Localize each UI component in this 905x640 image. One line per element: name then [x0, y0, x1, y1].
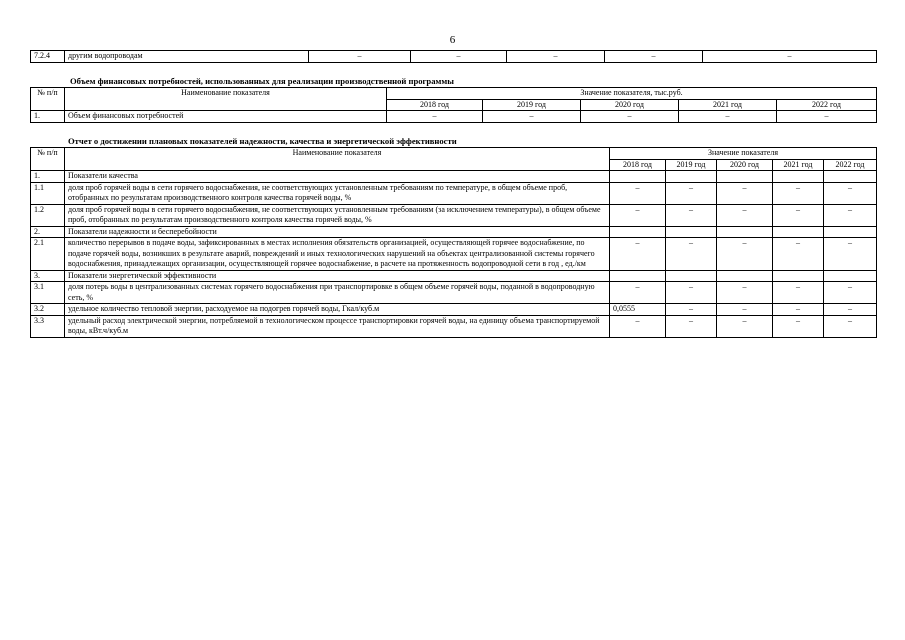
row-number: 3.3 [31, 315, 65, 337]
table-row [31, 51, 877, 63]
value-cell: – [411, 51, 507, 63]
value-cell: – [610, 315, 666, 337]
row-name: удельный расход электрической энергии, потребляемой в технологическом процессе транспортировки горячей воды, на единицу объема транспортируемой воды, кВт.ч/куб.м [65, 315, 610, 337]
value-cell: 0,0555 [610, 304, 666, 316]
value-cell: – [666, 238, 717, 271]
row-number: 3.2 [31, 304, 65, 316]
value-cell: – [773, 182, 824, 204]
column-header-year: 2022 год [777, 99, 877, 111]
table-row [31, 204, 877, 226]
value-cell: – [824, 238, 877, 271]
table-row [31, 182, 877, 204]
column-header-name: Наименование показателя [65, 148, 610, 171]
row-number: 2. [31, 226, 65, 238]
performance-indicators-table [30, 147, 877, 338]
value-cell: – [773, 315, 824, 337]
header-row [31, 88, 877, 100]
value-cell: – [666, 182, 717, 204]
value-cell: – [777, 111, 877, 123]
row-number: 1.2 [31, 204, 65, 226]
row-name: Показатели надежности и бесперебойности [65, 226, 610, 238]
value-cell: – [824, 304, 877, 316]
value-cell: – [717, 238, 773, 271]
row-number: 3. [31, 270, 65, 282]
column-header-year: 2019 год [483, 99, 581, 111]
value-cell: – [773, 238, 824, 271]
column-header-num: № п/п [31, 88, 65, 111]
row-name: Объем финансовых потребностей [65, 111, 387, 123]
value-cell: – [666, 315, 717, 337]
table-row [31, 304, 877, 316]
row-name: доля проб горячей воды в сети горячего водоснабжения, не соответствующих установленным требованиям по температуре, в общем объеме проб, отобранных по результатам производственного контроля качества горячей воды, % [65, 182, 610, 204]
page-number: 6 [449, 34, 456, 46]
value-cell: – [773, 304, 824, 316]
column-header-year: 2019 год [666, 159, 717, 171]
value-cell: – [717, 304, 773, 316]
column-header-year: 2022 год [824, 159, 877, 171]
value-cell: – [309, 51, 411, 63]
value-cell: – [387, 111, 483, 123]
header-row [31, 148, 877, 160]
value-cell: – [717, 182, 773, 204]
value-cell: – [610, 204, 666, 226]
row-number: 1. [31, 111, 65, 123]
value-cell: – [824, 282, 877, 304]
value-cell: – [717, 315, 773, 337]
row-name: количество перерывов в подаче воды, зафиксированных в местах исполнения обязательств организацией, осуществляющей горячее водоснабжение, по подаче горячей воды, возникших в результате аварий, повреждений и иных технологических нарушений на объектах централизованной системы горячего водоснабжения, принадлежащих организации, осуществляющей горячее водоснабжение, в расчете на протяженность водопроводной сети в год , ед./км [65, 238, 610, 271]
row-number: 1.1 [31, 182, 65, 204]
value-cell: – [666, 304, 717, 316]
table-row [31, 238, 877, 271]
value-cell: – [610, 238, 666, 271]
row-name: доля проб горячей воды в сети горячего водоснабжения, не соответствующих установленным требованиям (за исключением температуры), в общем объеме проб, отобранных по результатам производственного контроля качества горячей воды, % [65, 204, 610, 226]
table-row [31, 111, 877, 123]
section-row [31, 270, 877, 282]
value-cell: – [666, 282, 717, 304]
value-cell: – [824, 315, 877, 337]
value-cell: – [666, 204, 717, 226]
column-header-group: Значение показателя [610, 148, 877, 160]
section-row [31, 171, 877, 183]
column-header-name: Наименование показателя [65, 88, 387, 111]
value-cell: – [717, 204, 773, 226]
value-cell: – [610, 282, 666, 304]
value-cell: – [824, 204, 877, 226]
column-header-year: 2021 год [773, 159, 824, 171]
column-header-year: 2021 год [679, 99, 777, 111]
row-name: другим водопроводам [65, 51, 309, 63]
row-number: 7.2.4 [31, 51, 65, 63]
value-cell: – [581, 111, 679, 123]
value-cell: – [610, 182, 666, 204]
financial-needs-table [30, 87, 877, 123]
table-row [31, 282, 877, 304]
row-name: удельное количество тепловой энергии, расходуемое на подогрев горячей воды, Гкал/куб.м [65, 304, 610, 316]
column-header-year: 2018 год [610, 159, 666, 171]
value-cell: – [507, 51, 605, 63]
value-cell: – [679, 111, 777, 123]
column-header-year: 2020 год [717, 159, 773, 171]
row-number: 2.1 [31, 238, 65, 271]
value-cell: – [773, 204, 824, 226]
row-number: 3.1 [31, 282, 65, 304]
column-header-num: № п/п [31, 148, 65, 171]
value-cell: – [483, 111, 581, 123]
value-cell: – [773, 282, 824, 304]
value-cell: – [717, 282, 773, 304]
row-name: Показатели качества [65, 171, 610, 183]
continuation-table [30, 50, 877, 63]
value-cell: – [703, 51, 877, 63]
table-row [31, 315, 877, 337]
row-name: Показатели энергетической эффективности [65, 270, 610, 282]
column-header-year: 2020 год [581, 99, 679, 111]
row-name: доля потерь воды в централизованных системах горячего водоснабжения при транспортировке в общем объеме горячей воды, поданной в водопроводную сеть, % [65, 282, 610, 304]
section-title: Отчет о достижении плановых показателей надежности, качества и энергетической эффективности [68, 136, 457, 146]
section-title: Объем финансовых потребностей, использованных для реализации производственной программы [70, 76, 454, 86]
column-header-year: 2018 год [387, 99, 483, 111]
section-row [31, 226, 877, 238]
value-cell: – [824, 182, 877, 204]
column-header-group: Значение показателя, тыс.руб. [387, 88, 877, 100]
value-cell: – [605, 51, 703, 63]
row-number: 1. [31, 171, 65, 183]
